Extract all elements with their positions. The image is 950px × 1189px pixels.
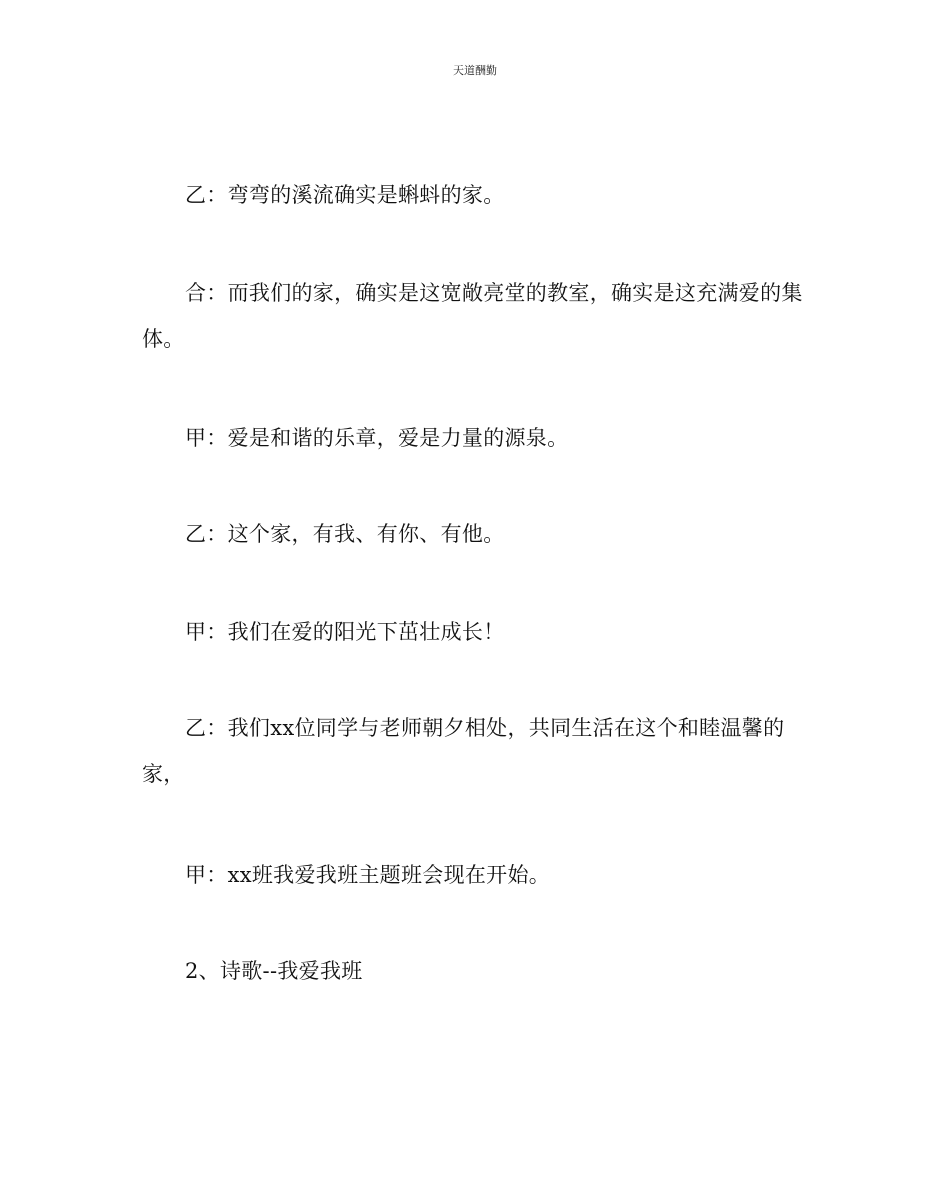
paragraph-5: 甲：我们在爱的阳光下茁壮成长！ <box>185 620 505 644</box>
paragraph-7: 甲：xx班我爱我班主题班会现在开始。 <box>185 863 551 887</box>
paragraph-6: 乙：我们xx位同学与老师朝夕相处，共同生活在这个和睦温馨的家， <box>142 716 785 786</box>
section-heading-poem: 2、诗歌--我爱我班 <box>185 959 363 983</box>
paragraph-2: 合：而我们的家，确实是这宽敞亮堂的教室，确实是这充满爱的集体。 <box>142 281 803 351</box>
paragraph-1: 乙：弯弯的溪流确实是蝌蚪的家。 <box>185 183 505 207</box>
paragraph-4: 乙：这个家，有我、有你、有他。 <box>185 522 505 546</box>
page-header: 天道酬勤 <box>453 64 497 77</box>
paragraph-3: 甲：爱是和谐的乐章，爱是力量的源泉。 <box>185 426 569 450</box>
